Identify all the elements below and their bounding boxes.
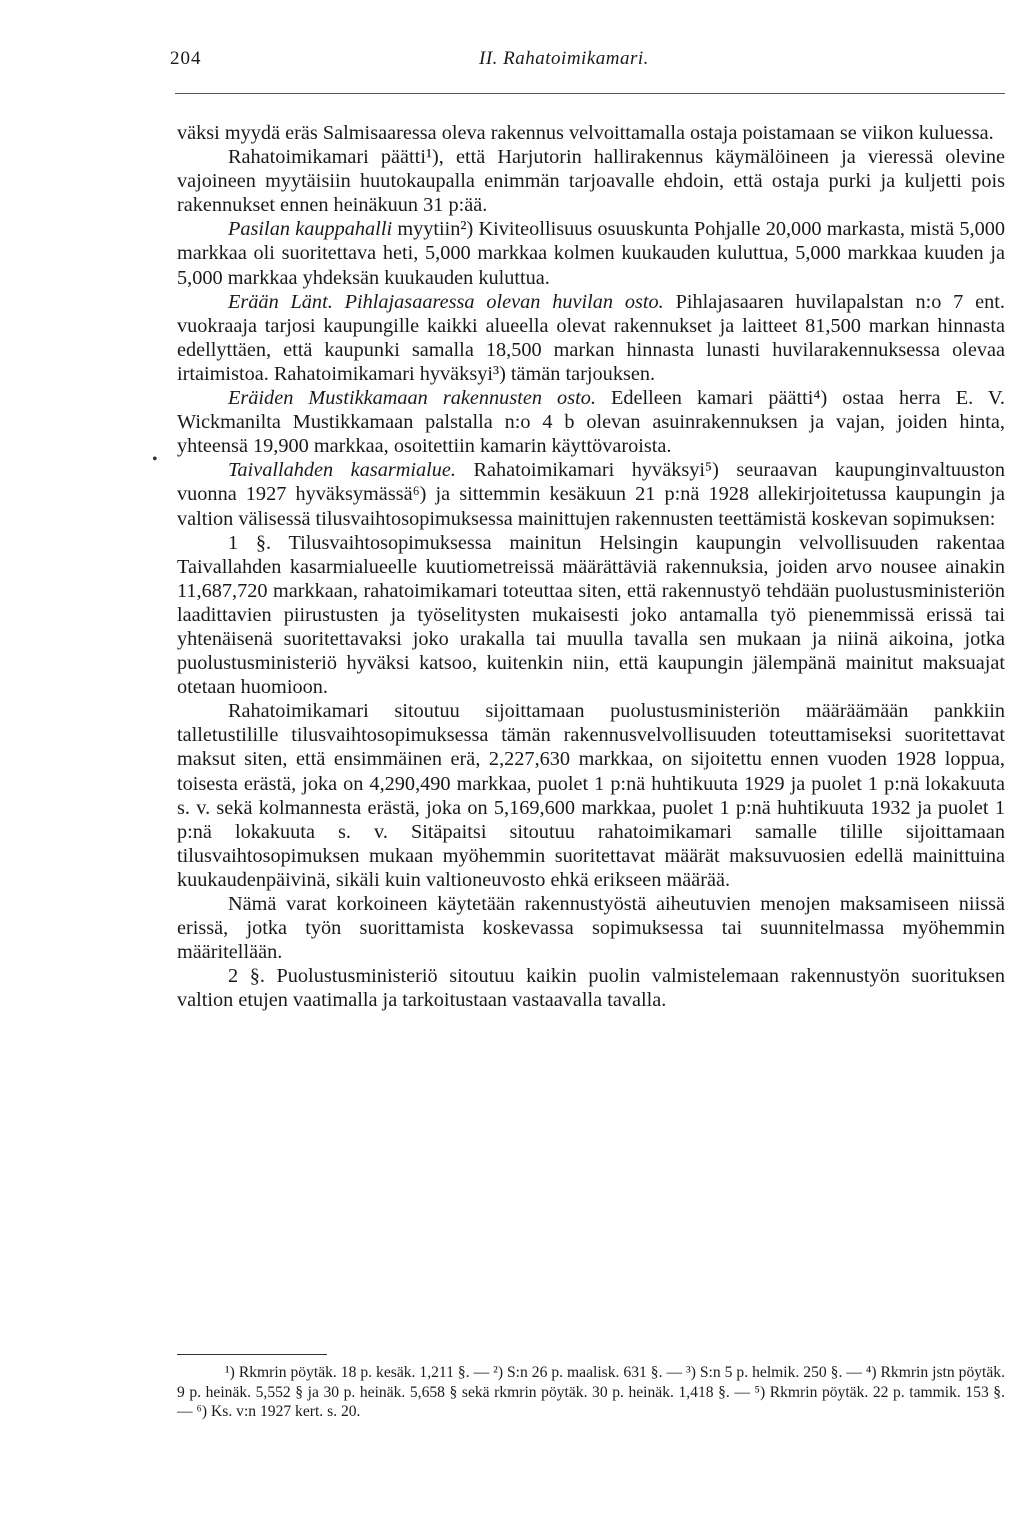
section-heading: Pasilan kauppahalli [228, 218, 393, 241]
paragraph [177, 121, 1005, 145]
footnote-rule [177, 1354, 327, 1355]
paragraph [177, 458, 1005, 530]
margin-mark: • [152, 451, 158, 468]
running-title: II. Rahatoimikamari. [479, 48, 649, 69]
paragraph-text: myytiin²) Kiviteollisuus osuuskunta Pohjalle 20,000 markasta, mistä 5,000 markkaa oli suoritettava heti, 5,000 markkaa kolmen kuukauden kuluttua, 5,000 markkaa kuuden ja 5,000 markkaa yhdeksän kuukauden kuluttua. [177, 218, 1005, 289]
body-text [177, 121, 1005, 1012]
section-heading: Erään Länt. Pihlajasaaressa olevan huvilan osto. [228, 290, 664, 313]
paragraph-text: 2 §. Puolustusministeriö sitoutuu kaikin puolin valmistelemaan rakennustyön suorituksen valtion etujen vaatimalla ja tarkoitustaan vastaavalla tavalla. [177, 965, 1005, 1012]
paragraph [177, 386, 1005, 458]
paragraph-text: Nämä varat korkoineen käytetään rakennustyöstä aiheutuvien menojen maksamiseen niissä erissä, jotka työn suorittamista koskevassa sopimuksessa tai suunnitelmassa myöhemmin määritellään. [177, 893, 1005, 964]
paragraph-text: 1 §. Tilusvaihtosopimuksessa mainitun Helsingin kaupungin velvollisuuden rakentaa Taivallahden kasarmialueelle kuutiometreissä määrättäviä rakennuksia, joiden arvo nousee ainakin 11,687,720 markkaan, rahatoimikamari toteuttaa siten, että rakennustyö tehdään puolustusministeriön laadittavien piirustusten ja työselitysten mukaisesti joko antamalla työ pienemmissä erissä tai yhtenäisenä suoritettavaksi joko urakalla tai muulla tavalla sen mukaan ja niinä aikoina, jotka puolustusministeriö hyväksi katsoo, kuitenkin niin, että kaupungin jälempänä mainitut maksuajat otetaan huomioon. [177, 531, 1005, 699]
paragraph [177, 892, 1005, 964]
page-header [170, 48, 1010, 84]
paragraph-text: väksi myydä eräs Salmisaaressa oleva rakennus velvoittamalla ostaja poistamaan se viikon kuluessa. [177, 122, 994, 144]
paragraph [177, 217, 1005, 289]
paragraph [177, 699, 1005, 892]
paragraph-text: Edelleen kamari päätti⁴) ostaa herra E. V. Wickmanilta Mustikkamaan palstalla n:o 4 b olevan asuinrakennuksen ja vajan, joiden hinta, yhteensä 19,900 markkaa, osoitettiin kamarin käyttövaroista. [177, 387, 1005, 458]
paragraph-text: Pihlajasaaren huvilapalstan n:o 7 ent. vuokraaja tarjosi kaupungille kaikki alueella olevat rakennukset ja laitteet 81,500 markan hinnasta edellyttäen, että kaupunki samalla 18,500 markan hinnasta lunasti huvilarakennuksessa olevaa irtaimistoa. Rahatoimikamari hyväksyi³) tämän tarjouksen. [177, 290, 1005, 385]
page-number: 204 [170, 48, 202, 69]
paragraph [177, 964, 1005, 1012]
paragraph [177, 290, 1005, 386]
paragraph [177, 145, 1005, 217]
paragraph [177, 531, 1005, 700]
paragraph-text: Rahatoimikamari hyväksyi⁵) seuraavan kaupunginvaltuuston vuonna 1927 hyväksymässä⁶) ja sittemmin kesäkuun 21 p:nä 1928 allekirjoitetussa kaupungin ja valtion välisessä tilusvaihtosopimuksessa mainittujen rakennusten teettämistä koskevan sopimuksen: [177, 459, 1005, 530]
section-heading: Eräiden Mustikkamaan rakennusten osto. [228, 387, 596, 410]
paragraph-text: Rahatoimikamari sitoutuu sijoittamaan puolustusministeriön määräämään pankkiin talletustilille tilusvaihtosopimuksessa tämän rakennusvelvollisuuden toteuttamiseksi suoritettavat maksut siten, että ensimmäinen erä, 2,227,630 markkaa, on sijoitettu ennen vuoden 1928 loppua, toisesta erästä, joka on 4,290,490 markkaa, puolet 1 p:nä huhtikuuta 1929 ja puolet 1 p:nä lokakuuta s. v. sekä kolmannesta erästä, joka on 5,169,600 markkaa, puolet 1 p:nä huhtikuuta 1932 ja puolet 1 p:nä lokakuuta s. v. Sitäpaitsi sitoutuu rahatoimikamari samalle tilille sijoittamaan tilusvaihtosopimuksen mukaan myöhemmin suoritettavat määrät maksuvuosien edellä mainittuina kuukaudenpäivinä, sikäli kuin valtioneuvosto ehkä erikseen määrää. [177, 700, 1005, 891]
section-heading: Taivallahden kasarmialue. [228, 459, 456, 482]
footnotes [177, 1363, 1005, 1422]
header-rule [175, 93, 1005, 94]
footnote-text: ¹) Rkmrin pöytäk. 18 p. kesäk. 1,211 §. — ²) S:n 26 p. maalisk. 631 §. — ³) S:n 5 p. helmik. 250 §. — ⁴) Rkmrin jstn pöytäk. 9 p. heinäk. 5,552 § ja 30 p. heinäk. 5,658 § sekä rkmrin pöytäk. 30 p. heinäk. 1,418 §. — ⁵) Rkmrin pöytäk. 22 p. tammik. 153 §. — ⁶) Ks. v:n 1927 kert. s. 20. [177, 1364, 1005, 1420]
paragraph-text: Rahatoimikamari päätti¹), että Harjutorin hallirakennus käymälöineen ja vieressä olevine vajoineen myytäisiin huutokaupalla enimmän tarjoavalle ehdoin, että ostaja purki ja kuljetti pois rakennukset ennen heinäkuun 31 p:ää. [177, 146, 1005, 217]
